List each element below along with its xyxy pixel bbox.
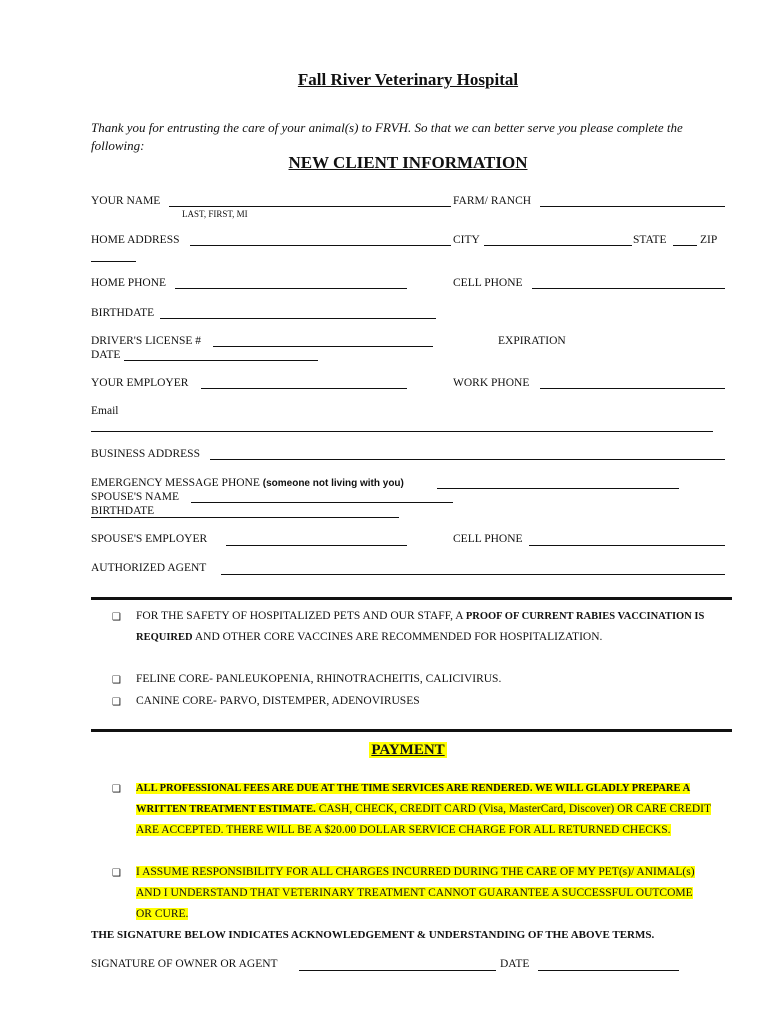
owner-signature-label: SIGNATURE OF OWNER OR AGENT [91,958,278,970]
spouse-birthdate-field[interactable] [91,517,399,518]
spouse-birthdate-label: BIRTHDATE [91,505,155,517]
signature-date-field[interactable] [538,970,679,971]
payment-heading [0,742,770,759]
vaccination-requirement [136,606,736,648]
vaccination-text-bold: PROOF OF CURRENT RABIES VACCINATION IS REQUIRED [136,611,705,643]
work-phone-label: WORK PHONE [453,377,530,389]
checkbox-bullet-icon: ❑ [112,675,121,686]
work-phone-field[interactable] [540,388,725,389]
expiration-date-field[interactable] [124,360,318,361]
home-phone-label: HOME PHONE [91,277,167,289]
responsibility-text: I ASSUME RESPONSIBILITY FOR ALL CHARGES INCURRED DURING THE CARE OF MY PET(s)/ ANIMAL(s) AND I UNDERSTAND THAT VETERINARY TREATMENT CANNOT GUARANTEE A SUCCESSFUL OUTCOME OR CURE. [136,866,695,920]
home-phone-field[interactable] [175,288,407,289]
cell-phone-field[interactable] [532,288,725,289]
employer-field[interactable] [201,388,407,389]
intro-text: Thank you for entrusting the care of your animal(s) to FRVH. So that we can better serve you please complete the following: [91,120,683,153]
page-title: Fall River Veterinary Hospital [297,70,519,89]
cell-phone-label: CELL PHONE [453,277,523,289]
farm-ranch-label: FARM/ RANCH [453,195,532,207]
emergency-phone-field[interactable] [437,488,679,489]
checkbox-bullet-icon: ❑ [112,784,121,795]
checkbox-bullet-icon: ❑ [112,612,121,623]
business-address-label: BUSINESS ADDRESS [91,448,200,460]
authorized-agent-field[interactable] [221,574,725,575]
expiration-label: EXPIRATION [498,335,566,347]
birthdate-field[interactable] [160,318,436,319]
drivers-license-label: DRIVER'S LICENSE # [91,335,202,347]
owner-signature-field[interactable] [299,970,496,971]
farm-ranch-field[interactable] [540,206,725,207]
payment-terms-bold: ALL PROFESSIONAL FEES ARE DUE AT THE TIME SERVICES ARE RENDERED. WE WILL GLADLY PREPARE A WRITTEN TREATMENT ESTIMATE. [136,783,691,815]
expiration-date-label: DATE [91,349,121,361]
city-field[interactable] [484,245,632,246]
vaccination-text-pre: FOR THE SAFETY OF HOSPITALIZED PETS AND OUR STAFF, A [136,610,466,622]
home-address-label: HOME ADDRESS [91,234,180,246]
spouse-name-label: SPOUSE'S NAME [91,491,180,503]
payment-terms-rest: CASH, CHECK, CREDIT CARD (Visa, MasterCard, Discover) OR CARE CREDIT ARE ACCEPTED. THERE WILL BE A $20.00 DOLLAR SERVICE CHARGE FOR ALL RETURNED CHECKS. [136,803,712,836]
payment-title: PAYMENT [371,742,445,758]
emergency-phone-text: EMERGENCY MESSAGE PHONE [91,477,260,489]
payment-terms [136,778,721,841]
your-name-label: YOUR NAME [91,195,161,207]
zip-field[interactable] [91,261,136,262]
business-address-field[interactable] [210,459,725,460]
email-label: Email [91,405,119,417]
state-field[interactable] [673,245,697,246]
section-title: NEW CLIENT INFORMATION [288,153,528,172]
spouse-cell-label: CELL PHONE [453,533,523,545]
spouse-employer-field[interactable] [226,545,407,546]
city-label: CITY [453,234,480,246]
feline-core: FELINE CORE- PANLEUKOPENIA, RHINOTRACHEITIS, CALICIVIRUS. [136,673,502,685]
drivers-license-field[interactable] [213,346,433,347]
spouse-employer-label: SPOUSE'S EMPLOYER [91,533,208,545]
section-divider [91,597,732,600]
checkbox-bullet-icon: ❑ [112,697,121,708]
state-label: STATE [633,234,667,246]
vaccination-text-post: AND OTHER CORE VACCINES ARE RECOMMENDED FOR HOSPITALIZATION. [192,631,603,643]
zip-label: ZIP [700,234,718,246]
birthdate-label: BIRTHDATE [91,307,155,319]
spouse-name-field[interactable] [191,502,453,503]
emergency-note: (someone not living with you) [262,478,404,489]
signature-date-label: DATE [500,958,530,970]
signature-statement: THE SIGNATURE BELOW INDICATES ACKNOWLEDGEMENT & UNDERSTANDING OF THE ABOVE TERMS. [91,929,655,941]
employer-label: YOUR EMPLOYER [91,377,189,389]
home-address-field[interactable] [190,245,451,246]
authorized-agent-label: AUTHORIZED AGENT [91,562,207,574]
your-name-field[interactable] [169,206,451,207]
canine-core: CANINE CORE- PARVO, DISTEMPER, ADENOVIRUSES [136,695,420,707]
spouse-cell-field[interactable] [529,545,725,546]
name-hint: LAST, FIRST, MI [182,209,248,219]
checkbox-bullet-icon: ❑ [112,868,121,879]
section-divider [91,729,732,732]
emergency-phone-label [91,477,404,489]
responsibility-terms [136,862,696,925]
email-field[interactable] [91,431,713,432]
